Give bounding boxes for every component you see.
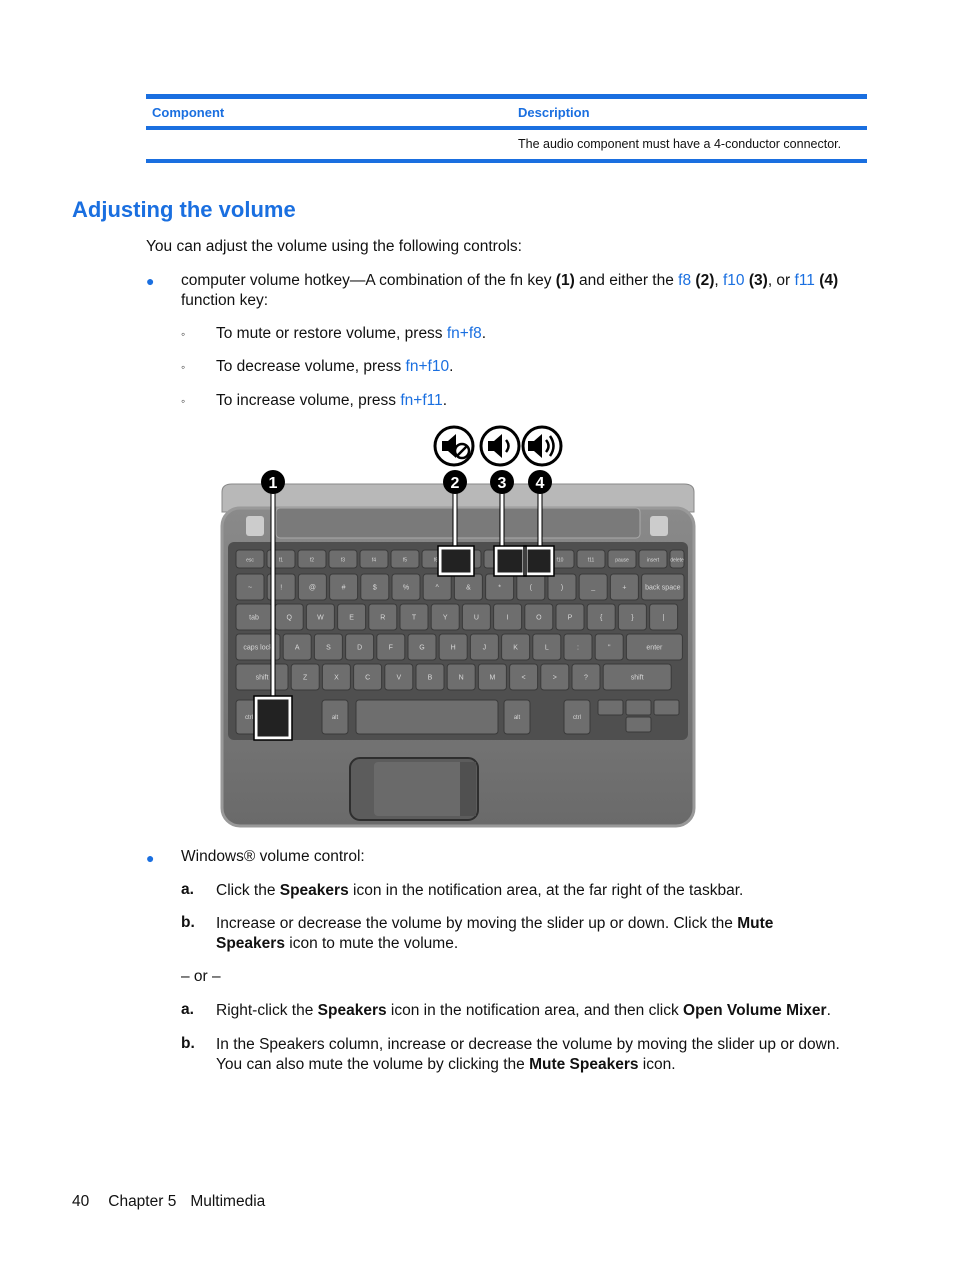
key-label: R xyxy=(380,614,386,622)
bullet-hotkey: ● xyxy=(146,273,155,289)
key-label: X xyxy=(334,674,339,682)
sub-item-text: To mute or restore volume, press xyxy=(216,325,447,342)
sub-item-text: To decrease volume, press xyxy=(216,358,406,375)
key-label: B xyxy=(427,674,433,682)
key-label: U xyxy=(473,614,479,622)
sub-bullet-2: ◦ xyxy=(181,360,186,374)
sub-item-increase xyxy=(216,391,447,411)
table-cell-description: The audio component must have a 4-conductor connector. xyxy=(518,137,842,151)
or-separator: – or – xyxy=(181,968,221,985)
callout-ref-1: (1) xyxy=(555,272,575,289)
table-header-rule xyxy=(146,126,867,130)
key-label: ? xyxy=(584,674,588,682)
table-header-description: Description xyxy=(518,105,590,120)
key-label: M xyxy=(489,674,496,682)
key-label: ^ xyxy=(435,584,439,592)
step-text: In the Speakers column, increase or decrease the volume by moving the slider up or down. xyxy=(216,1036,840,1053)
step-text: icon to mute the volume. xyxy=(284,935,459,952)
arrow-key xyxy=(626,700,651,715)
step-text: You can also mute the volume by clicking the xyxy=(216,1056,530,1073)
key-label: > xyxy=(552,674,557,682)
key-label: f3 xyxy=(340,557,346,564)
hotkey-text: function key: xyxy=(181,292,269,309)
key-label: F xyxy=(388,644,393,652)
key-label: $ xyxy=(372,584,377,592)
key-label: ctrl xyxy=(245,715,253,721)
step-text: icon. xyxy=(638,1056,676,1073)
key-label: f6 xyxy=(433,557,439,564)
callout-3 xyxy=(490,470,514,494)
chapter-title: Multimedia xyxy=(190,1193,266,1210)
key-label: _ xyxy=(591,584,596,592)
key-label: Q xyxy=(286,614,292,622)
link-f10[interactable]: f10 xyxy=(722,272,745,289)
callout-3-label: 3 xyxy=(497,475,507,492)
key-label: f5 xyxy=(402,557,408,564)
key-label: S xyxy=(326,644,331,652)
key-label: D xyxy=(357,644,363,652)
hinge-left xyxy=(246,516,264,536)
key-label: @ xyxy=(308,584,316,592)
speakers-term: Speakers xyxy=(317,1002,387,1019)
key-label: } xyxy=(631,614,634,622)
step-2a xyxy=(216,1001,876,1021)
key-label: enter xyxy=(646,644,663,652)
key-label: E xyxy=(349,614,354,622)
windows-item: Windows® volume control: xyxy=(181,848,365,865)
key-label: alt xyxy=(331,715,339,721)
step-2b xyxy=(216,1035,886,1075)
key-label: delete xyxy=(670,557,684,564)
step-text: icon in the notification area, at the far right of the taskbar. xyxy=(348,882,744,899)
key-label: ( xyxy=(529,584,532,592)
callout-4 xyxy=(528,470,552,494)
callout-1 xyxy=(261,470,285,494)
arrow-key xyxy=(654,700,679,715)
bullet-windows: ● xyxy=(146,850,155,866)
step-text: Click the xyxy=(216,882,280,899)
key-label: A xyxy=(294,644,300,652)
key-label: f4 xyxy=(371,557,377,564)
key-label: # xyxy=(341,584,346,592)
key-label: K xyxy=(513,644,518,652)
key-label: T xyxy=(411,614,417,622)
key-label: : xyxy=(577,644,579,652)
key-label: P xyxy=(567,614,573,622)
key-label: alt xyxy=(513,715,521,721)
step-1a xyxy=(216,881,866,901)
table-bottom-rule xyxy=(146,159,867,163)
key-label: Y xyxy=(442,614,448,622)
key-label: ctrl xyxy=(573,715,581,721)
key-label: back space xyxy=(645,584,681,592)
step-1b xyxy=(216,914,866,954)
sub-item-end: . xyxy=(481,325,487,342)
key-label: f10 xyxy=(556,557,564,564)
key-label: ~ xyxy=(247,584,253,592)
key-label: insert xyxy=(646,557,660,564)
step-label: a. xyxy=(181,1001,194,1018)
key-label: O xyxy=(536,614,542,622)
link-f8[interactable]: f8 xyxy=(678,272,692,289)
touchpad-scroll xyxy=(460,762,476,816)
callout-2 xyxy=(443,470,467,494)
volume-up-icon xyxy=(523,427,561,465)
sub-item-end: . xyxy=(442,392,448,409)
open-volume-mixer-term: Open Volume Mixer xyxy=(683,1002,827,1019)
sub-bullet-1: ◦ xyxy=(181,327,186,341)
key-label: " xyxy=(607,644,611,652)
key-label: f11 xyxy=(587,557,595,564)
key-label: N xyxy=(458,674,464,682)
keyboard-figure xyxy=(210,420,710,835)
key-label: H xyxy=(450,644,456,652)
table-header-component: Component xyxy=(152,105,225,120)
speaker-grille xyxy=(276,508,640,538)
key-label: f2 xyxy=(309,557,315,564)
key-label: I xyxy=(506,614,509,622)
page-number: 40 xyxy=(72,1193,90,1210)
key-label: esc xyxy=(246,557,254,564)
sub-item-text: To increase volume, press xyxy=(216,392,401,409)
key-label: W xyxy=(317,614,324,622)
hotkey-item xyxy=(181,271,871,311)
mute-term: Mute xyxy=(737,915,774,932)
hotkey-text: computer volume hotkey—A combination of the fn key xyxy=(181,272,556,289)
sub-item-mute xyxy=(216,324,486,344)
sub-bullet-3: ◦ xyxy=(181,394,186,408)
mute-speaker-icon xyxy=(435,427,473,465)
speakers-term: Speakers xyxy=(216,935,285,952)
key-label: shift xyxy=(255,674,269,682)
volume-down-icon xyxy=(481,427,519,465)
key-label: % xyxy=(402,584,410,592)
key-label: * xyxy=(498,584,501,592)
key-space xyxy=(356,700,498,734)
callout-ref-3: (3) xyxy=(748,272,768,289)
link-f11[interactable]: f11 xyxy=(794,272,815,289)
key-label: & xyxy=(466,584,471,592)
key-label: { xyxy=(600,614,603,622)
footer xyxy=(72,1193,265,1211)
key-label: V xyxy=(396,674,402,682)
key-label: G xyxy=(419,644,425,652)
key-label: pause xyxy=(615,557,629,564)
key-label: caps lock xyxy=(243,644,273,652)
step-text: . xyxy=(826,1002,831,1019)
touchpad-surface xyxy=(374,762,466,816)
step-text: Right-click the xyxy=(216,1002,318,1019)
step-label: a. xyxy=(181,881,194,898)
hotkey-text: , xyxy=(714,272,723,289)
mute-speakers-term: Mute Speakers xyxy=(529,1056,639,1073)
link-fn-f8[interactable]: fn+f8 xyxy=(446,325,482,342)
key-label: Z xyxy=(303,674,308,682)
hotkey-text: and either the xyxy=(574,272,679,289)
callout-ref-2: (2) xyxy=(695,272,715,289)
hinge-right xyxy=(650,516,668,536)
speakers-term: Speakers xyxy=(279,882,349,899)
table-top-rule xyxy=(146,94,867,99)
step-label: b. xyxy=(181,1035,195,1052)
intro-paragraph: You can adjust the volume using the following controls: xyxy=(146,238,522,255)
sub-item-end: . xyxy=(449,358,454,375)
key-label: ! xyxy=(280,584,283,592)
step-text: icon in the notification area, and then click xyxy=(386,1002,684,1019)
step-label: b. xyxy=(181,914,195,931)
key-label: f1 xyxy=(278,557,284,564)
sub-item-decrease xyxy=(216,357,453,377)
key-label: tab xyxy=(249,614,259,622)
arrow-key xyxy=(626,717,651,732)
callout-2-label: 2 xyxy=(450,475,460,492)
hotkey-text: , or xyxy=(767,272,795,289)
link-fn-f11[interactable]: fn+f11 xyxy=(400,392,443,409)
key-label: L xyxy=(544,644,549,652)
key-label: ) xyxy=(560,584,564,592)
arrow-key xyxy=(598,700,623,715)
callout-1-label: 1 xyxy=(268,475,278,492)
callout-4-label: 4 xyxy=(535,475,545,492)
key-label: < xyxy=(521,674,526,682)
section-heading: Adjusting the volume xyxy=(72,197,296,222)
key-label: | xyxy=(662,614,665,622)
key-label: C xyxy=(365,674,371,682)
key-label: J xyxy=(482,644,487,652)
callout-ref-4: (4) xyxy=(819,272,839,289)
link-fn-f10[interactable]: fn+f10 xyxy=(405,358,450,375)
key-label: shift xyxy=(630,674,644,682)
key-label: + xyxy=(622,584,627,592)
step-text: Increase or decrease the volume by moving the slider up or down. Click the xyxy=(216,915,738,932)
chapter-label: Chapter 5 xyxy=(108,1193,177,1210)
